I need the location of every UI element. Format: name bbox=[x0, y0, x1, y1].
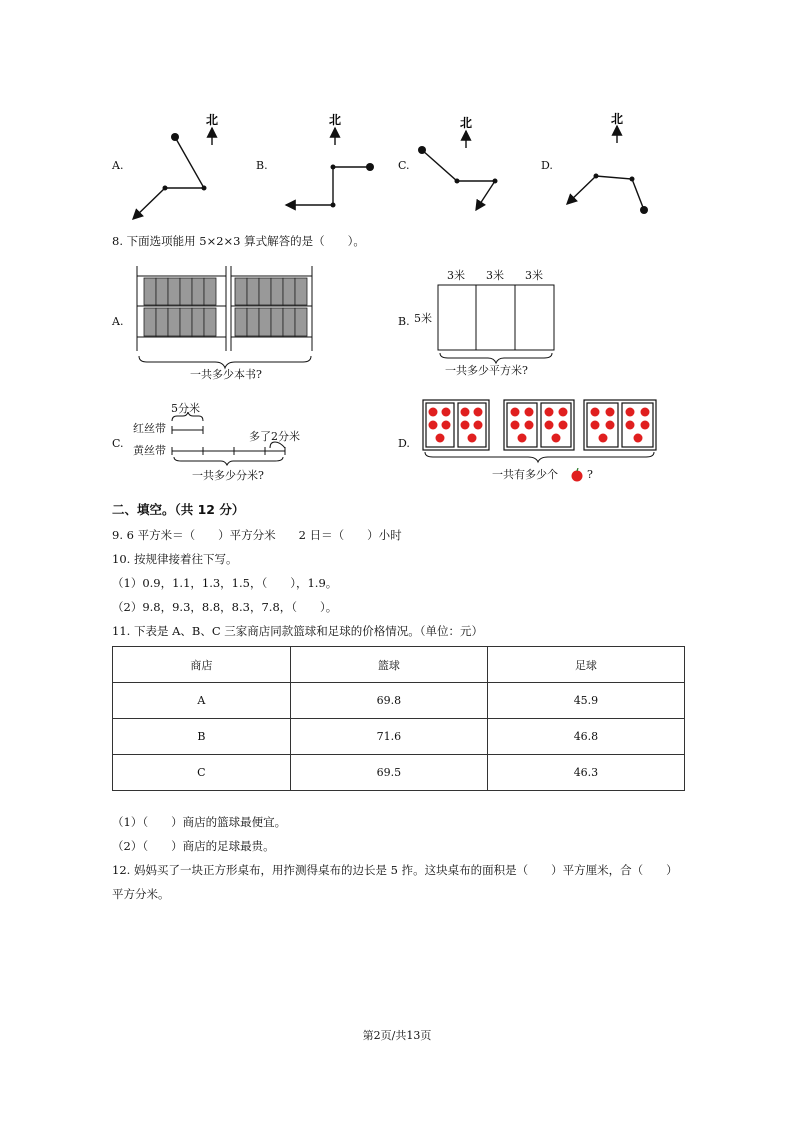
q10-sub1: （1）0.9，1.1，1.3，1.5，（ ），1.9。 bbox=[112, 576, 338, 590]
q8-option-a-caption: 一共多少本书? bbox=[190, 368, 262, 381]
q11-sub1: （1）（ ）商店的篮球最便宜。 bbox=[112, 815, 287, 829]
option-b-label: B. bbox=[256, 159, 268, 172]
cell-football: 45.9 bbox=[487, 683, 684, 719]
q8-option-d-caption: 一共有多少个 bbox=[492, 468, 558, 481]
north-label-c: 北 bbox=[460, 116, 473, 130]
bookshelf-figure bbox=[125, 258, 325, 383]
cell-football: 46.3 bbox=[487, 755, 684, 791]
section-2-heading: 二、填空。（共 12 分） bbox=[112, 502, 245, 517]
route-a bbox=[133, 128, 212, 219]
apple-boxes-figure bbox=[418, 398, 663, 464]
table-row bbox=[113, 719, 685, 755]
cell-shop: B bbox=[113, 719, 291, 755]
header-football: 足球 bbox=[487, 647, 684, 683]
option-d-label: D. bbox=[541, 159, 553, 172]
height-label: 5米 bbox=[414, 312, 432, 325]
width-label-3: 3米 bbox=[525, 269, 543, 282]
route-c bbox=[422, 131, 495, 210]
table-header-row bbox=[113, 647, 685, 683]
cell-shop: A bbox=[113, 683, 291, 719]
north-label-d: 北 bbox=[611, 112, 624, 126]
width-label-1: 3米 bbox=[447, 269, 465, 282]
q8-option-b-letter: B. bbox=[398, 315, 410, 328]
ribbon-length: 5分米 bbox=[171, 402, 200, 415]
cell-basketball: 71.6 bbox=[290, 719, 487, 755]
q8-option-d-letter: D. bbox=[398, 437, 410, 450]
rectangle-figure bbox=[430, 280, 565, 365]
q10-sub2: （2）9.8，9.3，8.8，8.3，7.8，（ ）。 bbox=[112, 600, 338, 614]
option-c-label: C. bbox=[398, 159, 410, 172]
table-row bbox=[113, 683, 685, 719]
q11-sub2: （2）（ ）商店的足球最贵。 bbox=[112, 839, 275, 853]
q8-option-b-caption: 一共多少平方米? bbox=[445, 364, 528, 377]
q9: 9. 6 平方米＝（ ）平方分米 2 日＝（ ）小时 bbox=[112, 528, 402, 542]
more-label: 多了2分米 bbox=[249, 430, 300, 443]
q8-option-a-letter: A. bbox=[112, 315, 124, 328]
q8-option-c-letter: C. bbox=[112, 437, 124, 450]
price-table bbox=[112, 646, 685, 791]
header-shop: 商店 bbox=[113, 647, 291, 683]
apple-icon bbox=[570, 468, 584, 482]
cell-basketball: 69.8 bbox=[290, 683, 487, 719]
route-diagrams bbox=[0, 100, 794, 230]
ribbon-figure bbox=[165, 412, 295, 467]
q11-stem: 11. 下表是 A、B、C 三家商店同款篮球和足球的价格情况。（单位：元） bbox=[112, 624, 484, 638]
q12-line2: 平方分米。 bbox=[112, 887, 170, 901]
route-d bbox=[567, 126, 644, 210]
q8-stem: 8. 下面选项能用 5×2×3 算式解答的是（ ）。 bbox=[112, 234, 365, 248]
cell-basketball: 69.5 bbox=[290, 755, 487, 791]
route-b bbox=[286, 128, 370, 205]
north-label-a: 北 bbox=[206, 113, 219, 127]
q8-option-d-q: ? bbox=[587, 468, 593, 481]
yellow-ribbon-label: 黄丝带 bbox=[133, 444, 166, 457]
header-basketball: 篮球 bbox=[290, 647, 487, 683]
option-a-label: A. bbox=[112, 159, 124, 172]
q10-stem: 10. 按规律接着往下写。 bbox=[112, 552, 238, 566]
red-ribbon-label: 红丝带 bbox=[133, 422, 166, 435]
cell-shop: C bbox=[113, 755, 291, 791]
page-footer: 第2页/共13页 bbox=[362, 1029, 432, 1042]
q8-option-c-caption: 一共多少分米? bbox=[192, 469, 264, 482]
table-row bbox=[113, 755, 685, 791]
cell-football: 46.8 bbox=[487, 719, 684, 755]
width-label-2: 3米 bbox=[486, 269, 504, 282]
north-label-b: 北 bbox=[329, 113, 342, 127]
q12-line1: 12. 妈妈买了一块正方形桌布，用拃测得桌布的边长是 5 拃。这块桌布的面积是（ ）平方厘米，合（ ） bbox=[112, 863, 678, 877]
